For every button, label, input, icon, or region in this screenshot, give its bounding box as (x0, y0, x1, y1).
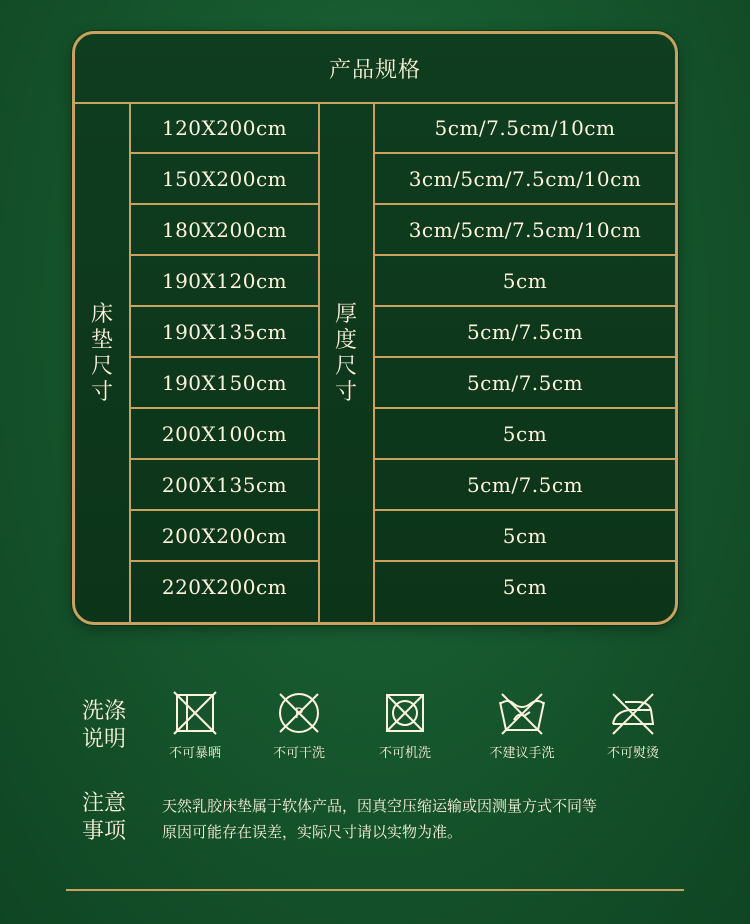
size-cell: 180X200cm (161, 217, 288, 242)
label-char: 度 (334, 328, 357, 353)
size-cell: 200X100cm (161, 421, 288, 446)
washing-label (82, 698, 126, 754)
wash-caption: 不可机洗 (378, 746, 431, 761)
thickness-cell: 5cm (502, 421, 548, 446)
no-sun-drying-icon (172, 690, 218, 736)
label-char: 垫 (90, 328, 113, 353)
spec-card (72, 31, 678, 625)
label-line: 洗涤 (82, 699, 127, 724)
size-cell: 190X135cm (161, 319, 288, 344)
label-char: 尺 (334, 354, 357, 379)
wash-item-no-machine-wash (355, 690, 455, 761)
thickness-cell: 5cm (502, 574, 548, 599)
wash-caption: 不建议手洗 (489, 746, 555, 761)
no-iron-icon (607, 690, 659, 736)
thickness-label (333, 302, 359, 406)
no-machine-wash-icon (382, 690, 428, 736)
size-cell: 120X200cm (161, 115, 288, 140)
wash-caption: 不可干洗 (272, 746, 325, 761)
thickness-cell: 3cm/5cm/7.5cm/10cm (408, 217, 642, 242)
thickness-cell: 5cm (502, 268, 548, 293)
mattress-size-label (89, 302, 115, 406)
size-cell: 190X120cm (161, 268, 288, 293)
thickness-cell: 3cm/5cm/7.5cm/10cm (408, 166, 642, 191)
notes-text (162, 793, 682, 845)
label-char: 尺 (90, 354, 113, 379)
spec-title: 产品规格 (75, 34, 675, 104)
notes-line: 天然乳胶床垫属于软体产品，因真空压缩运输或因测量方式不同等 (162, 797, 598, 815)
size-cell: 200X135cm (161, 472, 288, 497)
notes-label (82, 790, 126, 846)
label-line: 注意 (82, 791, 127, 816)
divider (318, 102, 320, 622)
wash-item-no-iron (583, 690, 683, 761)
thickness-cell: 5cm/7.5cm (466, 370, 584, 395)
label-line: 事项 (82, 819, 127, 844)
thickness-cell: 5cm (502, 523, 548, 548)
label-char: 厚 (334, 302, 357, 327)
wash-item-no-dry-clean (249, 690, 349, 761)
size-cell: 190X150cm (161, 370, 288, 395)
wash-caption: 不可暴晒 (168, 746, 221, 761)
thickness-cell: 5cm/7.5cm/10cm (434, 115, 616, 140)
thickness-column (375, 102, 675, 622)
label-line: 说明 (82, 727, 127, 752)
svg-text:P: P (294, 706, 304, 722)
wash-item-no-hand-wash (472, 690, 572, 761)
size-column (131, 102, 318, 622)
thickness-cell: 5cm/7.5cm (466, 319, 584, 344)
size-cell: 220X200cm (161, 574, 288, 599)
no-dry-clean-icon (276, 690, 322, 736)
size-cell: 150X200cm (161, 166, 288, 191)
no-hand-wash-icon (496, 690, 548, 736)
wash-caption: 不可熨烫 (606, 746, 659, 761)
notes-line: 原因可能存在误差，实际尺寸请以实物为准。 (162, 823, 463, 841)
label-char: 寸 (334, 380, 357, 405)
label-char: 床 (90, 302, 113, 327)
bottom-divider (66, 889, 684, 891)
thickness-cell: 5cm/7.5cm (466, 472, 584, 497)
label-char: 寸 (90, 380, 113, 405)
size-cell: 200X200cm (161, 523, 288, 548)
wash-item-no-sun (145, 690, 245, 761)
